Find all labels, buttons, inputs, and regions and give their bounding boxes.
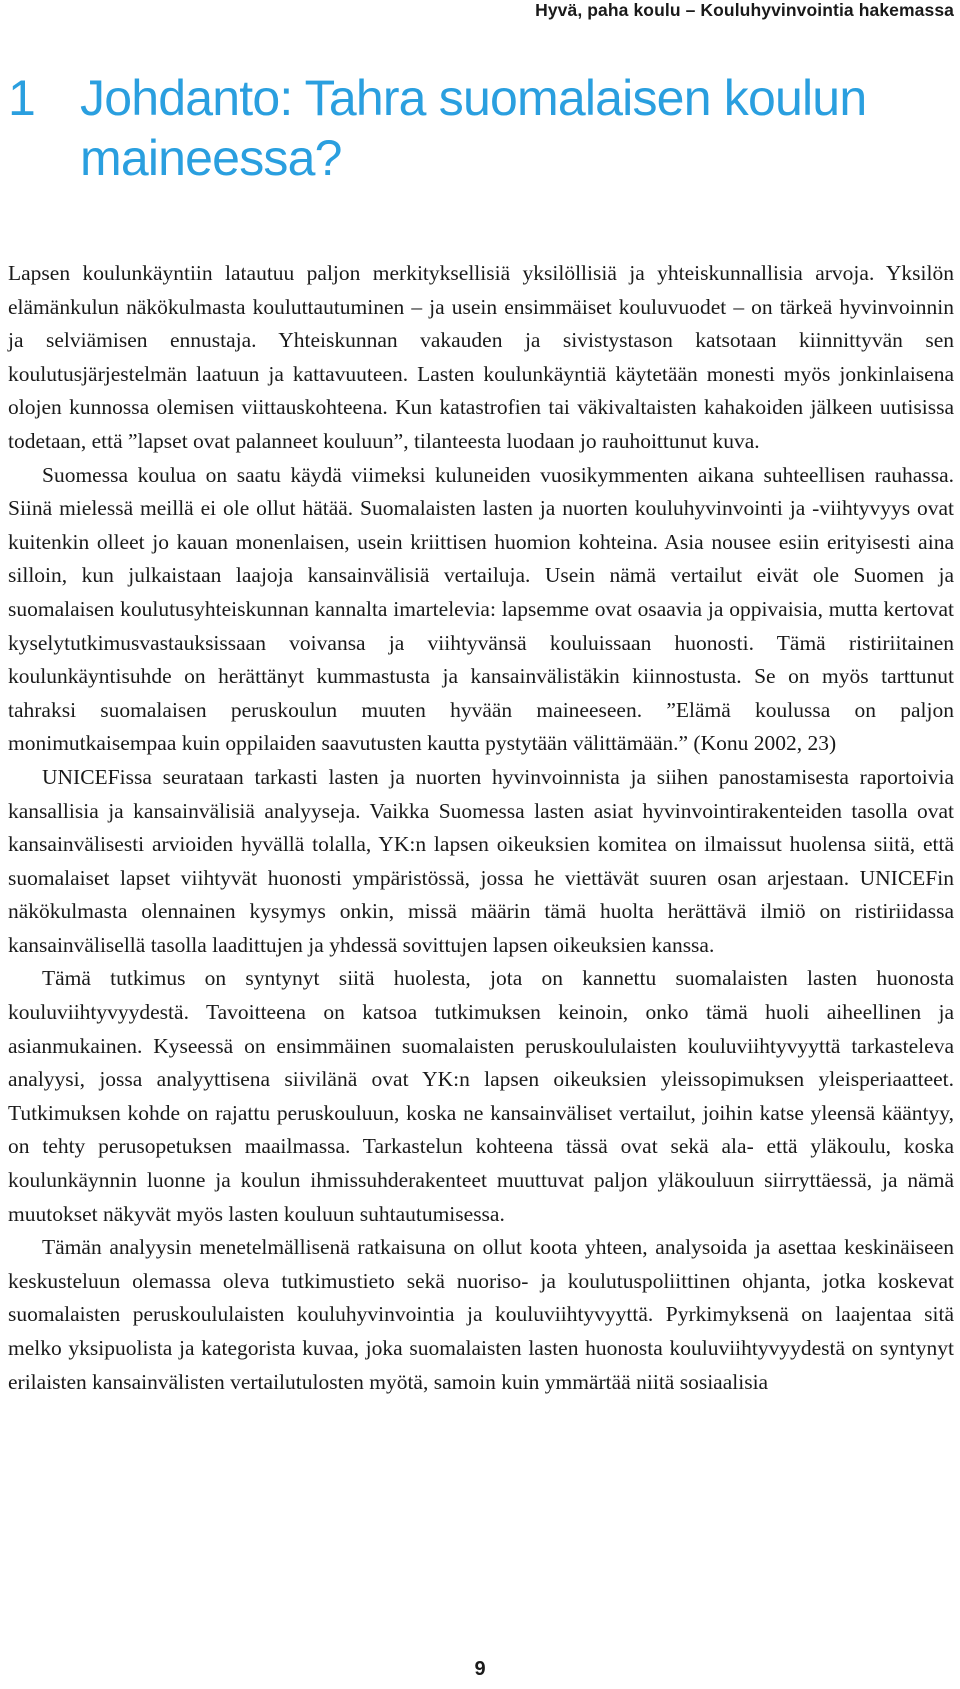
chapter-title-text: Johdanto: Tahra suomalaisen koulun maineessa? xyxy=(80,70,867,186)
page-number: 9 xyxy=(474,1658,486,1680)
paragraph-4: Tämä tutkimus on syntynyt siitä huolesta, jota on kannettu suomalaisten lasten huonosta kouluviihtyvyydestä. Tavoitteena on katsoa tutkimuksen keinoin, onko tämä huoli aiheellinen ja asianmukainen. Kyseessä on ensimmäinen suomalaisten peruskoululaisten kouluviihtyvyyttä tarkasteleva analyysi, jossa analyyttisena siivilänä ovat YK:n lapsen oikeuksien yleissopimuksen yleisperiaatteet. Tutkimuksen kohde on rajattu peruskouluun, koska ne kansainväliset vertailut, joihin katse yleensä kääntyy, on tehty perusopetuksen maailmassa. Tarkastelun kohteena tässä ovat sekä ala- että yläkoulu, koska koulunkäynnin luonne ja koulun ihmissuhderakenteet muuttuvat paljon yläkouluun siirryttäessä, ja nämä muutokset näkyvät myös lasten kouluun suhtautumisessa. xyxy=(8,966,954,1226)
paragraph-1: Lapsen koulunkäyntiin latautuu paljon merkityksellisiä yksilöllisiä ja yhteiskunnallisia arvoja. Yksilön elämänkulun näkökulmasta kouluttautuminen – ja usein ensimmäiset kouluvuodet – on tärkeä hyvinvoinnin ja selviämisen ennustaja. Yhteiskunnan vakauden ja sivistystason katsotaan kiinnittyvän sen koulutusjärjestelmän laatuun ja kattavuuteen. Lasten koulunkäyntiä käytetään monesti myös jonkinlaisena olojen kunnossa olemisen viittauskohteena. Kun katastrofien tai väkivaltaisten kahakoiden jälkeen uutisissa todetaan, että ”lapset ovat palanneet kouluun”, tilanteesta luodaan jo rauhoittunut kuva. xyxy=(8,261,954,453)
chapter-title xyxy=(8,68,938,188)
paragraph-3: UNICEFissa seurataan tarkasti lasten ja nuorten hyvinvoinnista ja siihen panostamisesta raportoivia kansallisia ja kansainvälisiä analyyseja. Vaikka Suomessa lasten asiat hyvinvointirakenteiden tasolla ovat kansainvälisesti arvioiden hyvällä tolalla, YK:n lapsen oikeuksien komitea on ilmaissut huolensa siitä, että suomalaiset lapset viihtyvät huonosti ympäristössä, jossa he viettävät suuren osan arjestaan. UNICEFin näkökulmasta olennainen kysymys onkin, missä määrin tämä huolta herättävä ilmiö on ristiriidassa kansainvälisellä tasolla laadittujen ja yhdessä sovittujen lapsen oikeuksien kanssa. xyxy=(8,764,954,957)
body-text xyxy=(8,257,954,1399)
paragraph-5: Tämän analyysin menetelmällisenä ratkaisuna on ollut koota yhteen, analysoida ja asettaa keskinäiseen keskusteluun olemassa oleva tutkimustieto sekä nuoriso- ja koulutuspoliittinen ohjanta, jotka koskevat suomalaisten peruskoululaisten kouluhyvinvointia ja kouluviihtyvyyttä. Pyrkimyksenä on laajentaa sitä melko yksipuolista ja kategorista kuvaa, joka suomalaisten lasten huonosta kouluviihtyvyydestä on syntynyt erilaisten kansainvälisten vertailutulosten myötä, samoin kuin ymmärtää niitä sosiaalisia xyxy=(8,1235,954,1394)
paragraph-2: Suomessa koulua on saatu käydä viimeksi kuluneiden vuosikymmenten aikana suhteellisen rauhassa. Siinä mielessä meillä ei ole ollut hätää. Suomalaisten lasten ja nuorten kouluhyvinvointi ja -viihtyvyys ovat kuitenkin olleet jo kauan monenlaisen, usein kriittisen huomion kohteina. Asia nousee esiin erityisesti aina silloin, kun julkaistaan laajoja kansainvälisiä vertailuja. Usein nämä vertailut eivät ole Suomen ja suomalaisen koulutusyhteiskunnan kannalta imartelevia: lapsemme ovat osaavia ja oppivaisia, mutta kertovat kyselytutkimusvastauksissaan voivansa ja viihtyvänsä kouluissaan huonosti. Tämä ristiriitainen koulunkäyntisuhde on herättänyt kummastusta ja kansainvälistäkin kiinnostusta. Se on myös tarttunut tahraksi suomalaisen peruskoulun muuten hyvään maineeseen. ”Elämä koulussa on paljon monimutkaisempaa kuin oppilaiden saavutusten kautta pystytään välittämään.” (Konu 2002, 23) xyxy=(8,462,954,756)
chapter-number: 1 xyxy=(8,70,36,126)
running-header: Hyvä, paha koulu – Kouluhyvinvointia hakemassa xyxy=(535,0,954,20)
